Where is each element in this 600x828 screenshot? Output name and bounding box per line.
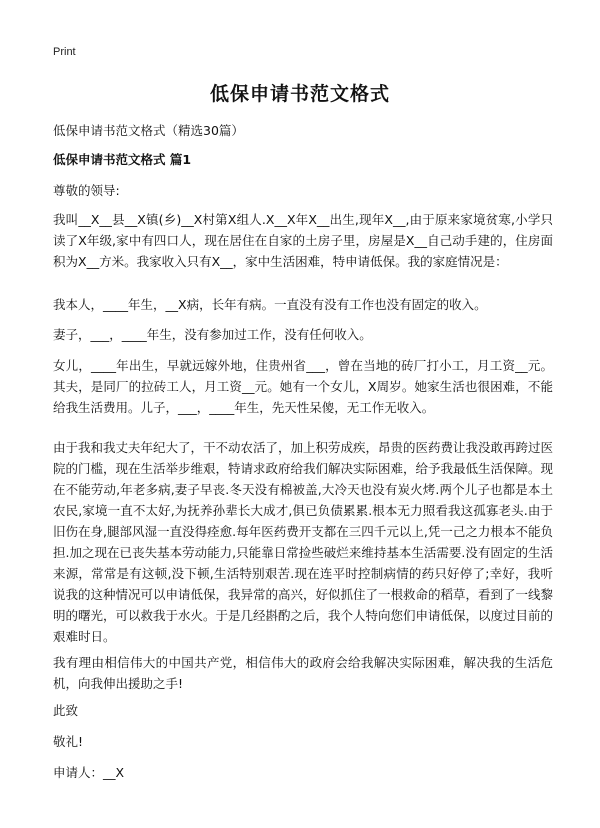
document-title: 低保申请书范文格式 <box>209 83 390 105</box>
paragraph-children: 女儿，____年出生，早就远嫁外地，住贵州省___，曾在当地的砖厂打小工，月工资__元。其夫，是同厂的拉砖工人，月工资__元。她有一个女儿，X周岁。她家生活也很困难，不能给我生活费用。儿子，___，____年生，先天性呆傻，无工作无收入。 <box>53 358 553 415</box>
paragraph-trust: 我有理由相信伟大的中国共产党，相信伟大的政府会给我解决实际困难，解决我的生活危机，向我伸出援助之手! <box>53 655 553 691</box>
paragraph-wife: 妻子，___，____年生，没有参加过工作，没有任何收入。 <box>53 327 372 342</box>
paragraph-introduction: 我叫__X__县__X镇(乡)__X村第X组人.X__X年X__出生,现年X__,由于原来家境贫寒,小学只读了X年级,家中有四口人，现在居住在自家的土房子里，房屋是X__自己动手建的，住房面积为X__方米。我家收入只有X__，家中生活困难，特申请低保。我的家庭情况是： <box>53 212 553 269</box>
section-heading: 低保申请书范文格式 篇1 <box>53 152 192 167</box>
paragraph-self: 我本人，____年生，__X病，长年有病。一直没有没有工作也没有固定的收入。 <box>53 297 487 312</box>
paragraph-hardship: 由于我和我丈夫年纪大了，干不动农活了，加上积劳成疾，昂贵的医药费让我没敢再跨过医院的门槛，现在生活举步维艰，特请求政府给我们解决实际困难，给予我最低生活保障。现在不能劳动,年老多病,妻子早丧.冬天没有棉被盖,大冷天也没有炭火烤.两个儿子也都是本土农民,家境一直不太好,为抚养孙辈长大成才,俱已负债累累.根本无力照看我这孤寡老头.由于旧伤在身,腿部风湿一直没得痊愈.每年医药费开支都在三四千元以上,凭一己之力根本不能负担.加之现在已丧失基本劳动能力,只能靠日常捡些破烂来维持基本生活需要.没有固定的生活来源，常常是有这顿,没下顿,生活特别艰苦.现在连平时控制病情的药只好停了;幸好，我听说我的这种情况可以申请低保，我异常的高兴，好似抓住了一根救命的稻草，看到了一线黎明的曙光，可以救我于水火。于是几经斟酌之后，我个人特向您们申请低保，以度过目前的艰难时日。 <box>53 440 554 644</box>
print-label: Print <box>53 46 76 58</box>
greeting: 尊敬的领导: <box>53 183 120 198</box>
applicant-signature-line: 申请人：__X <box>53 765 125 780</box>
document-subtitle: 低保申请书范文格式（精选30篇） <box>53 123 244 138</box>
closing-regards: 敬礼! <box>53 734 84 749</box>
closing-salutation: 此致 <box>53 703 79 718</box>
